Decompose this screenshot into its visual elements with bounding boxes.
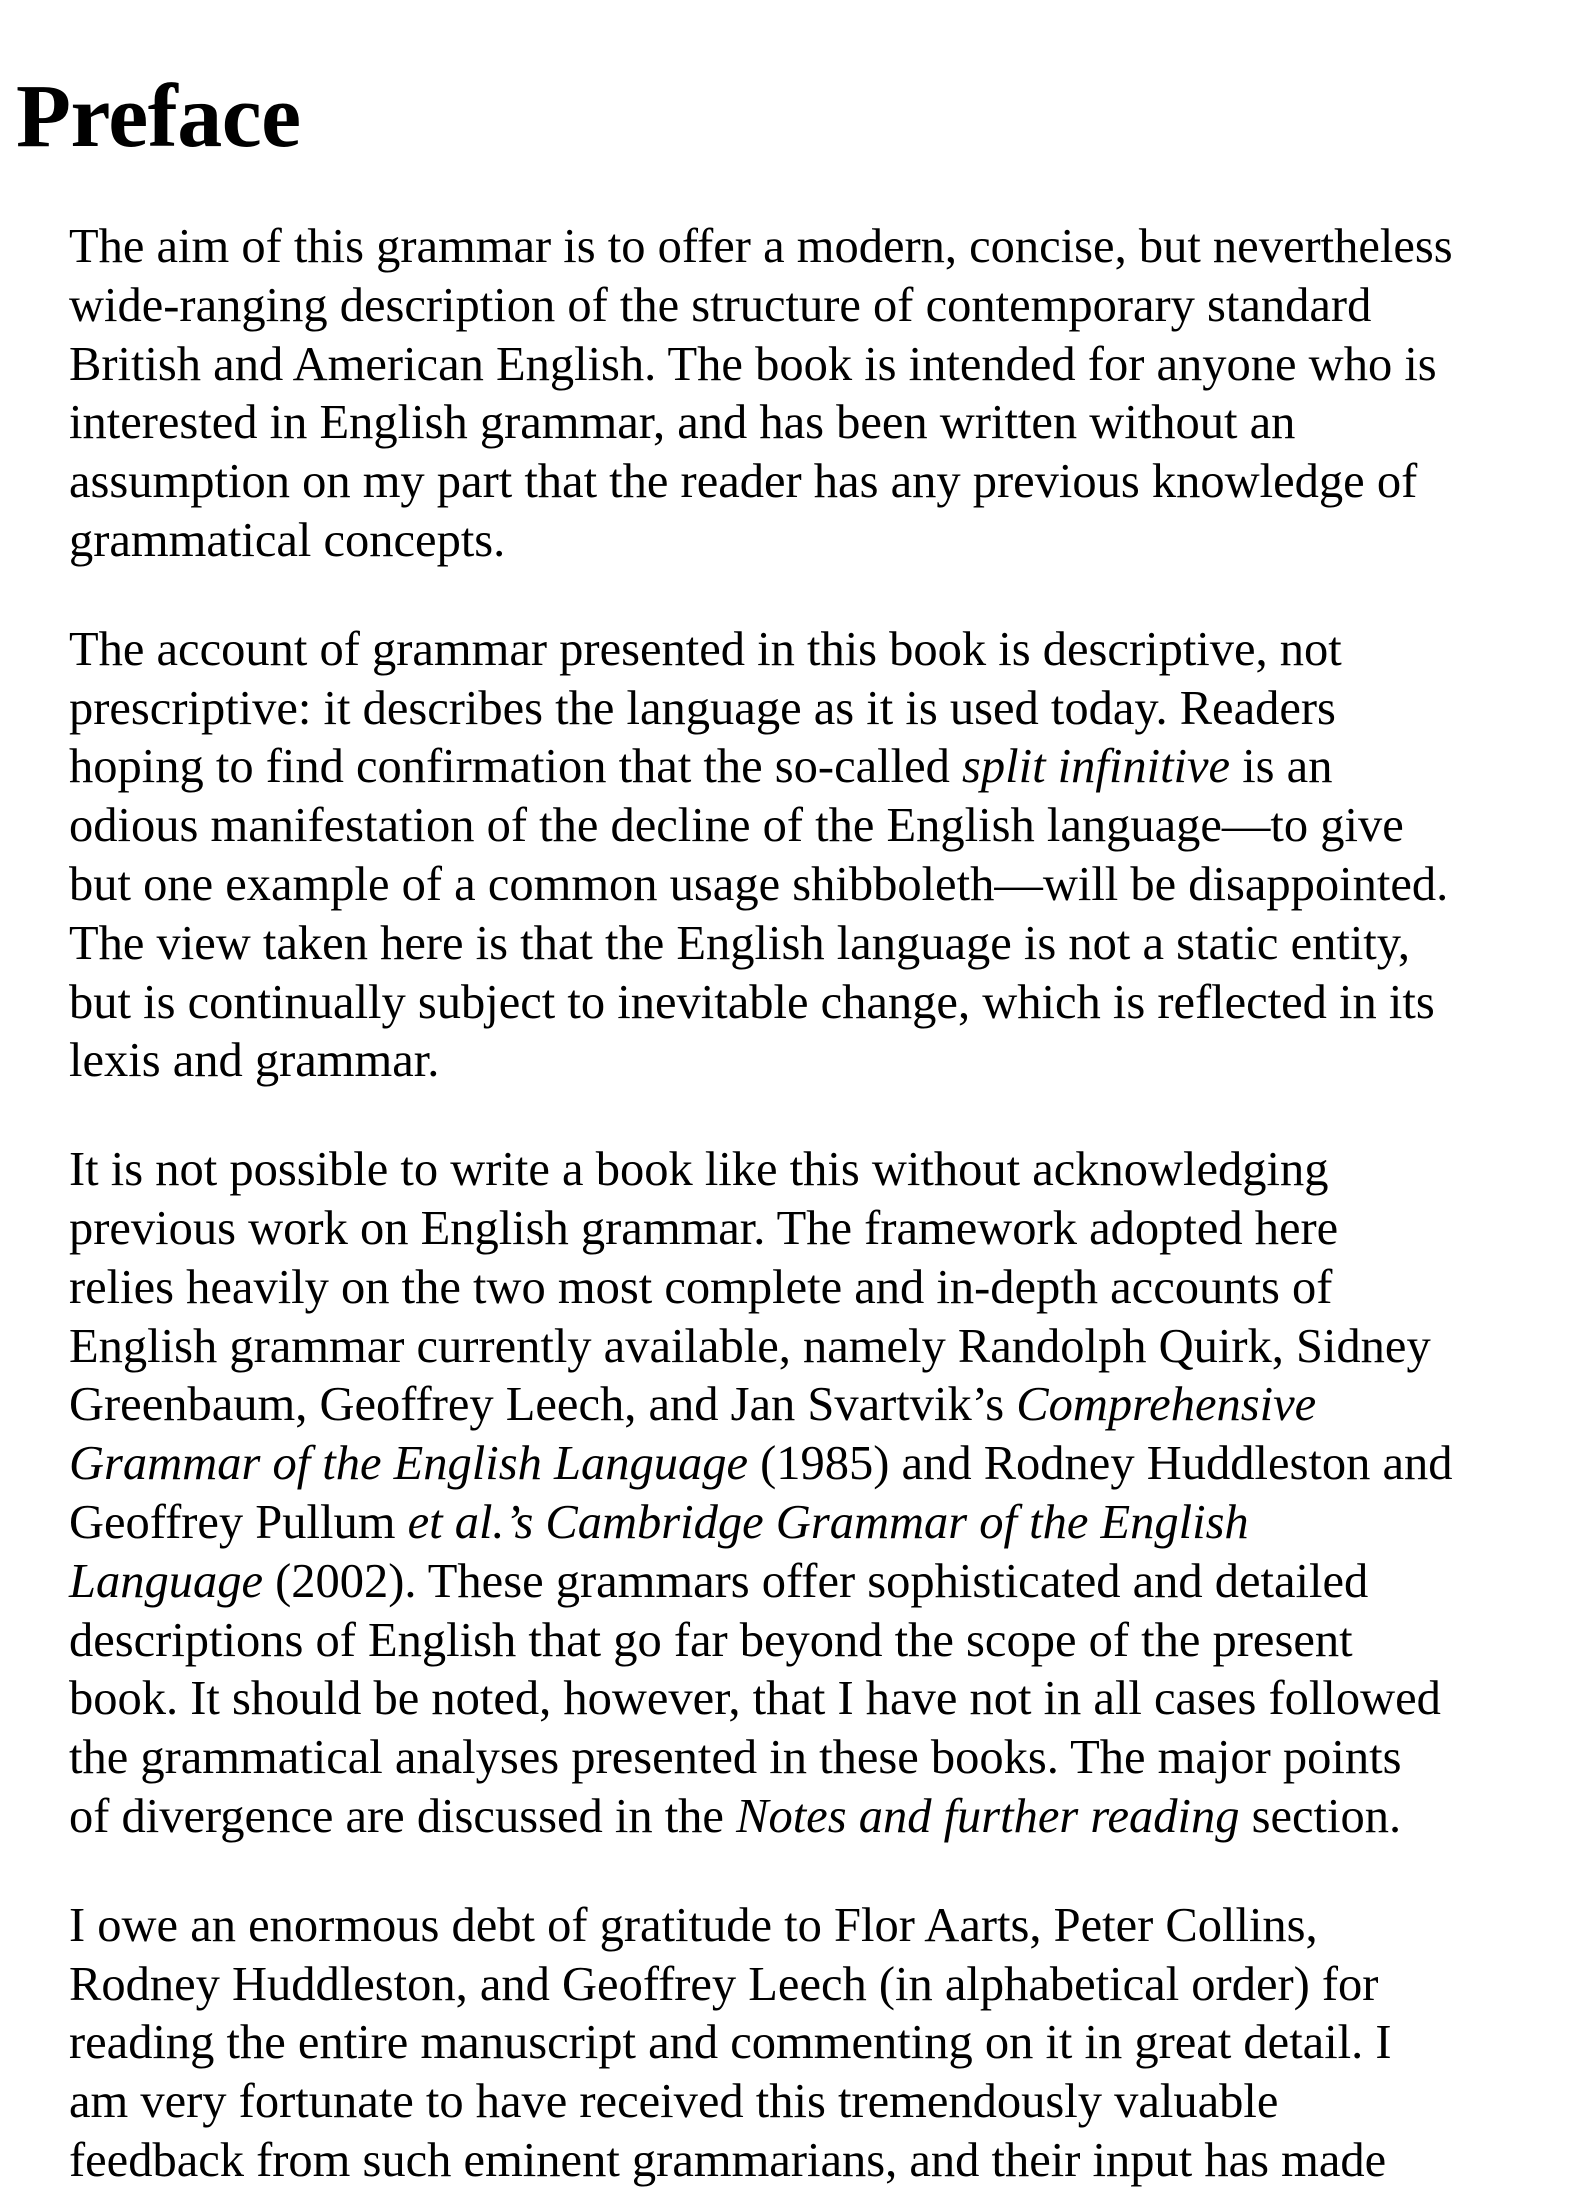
text-line: but is continually subject to inevitable change, which is reflected in its	[69, 975, 1435, 1029]
text-segment: (1985) and Rodney Huddleston and	[748, 1437, 1453, 1491]
text-segment: is an	[1230, 740, 1333, 794]
text-line: previous work on English grammar. The framework adopted here	[69, 1201, 1339, 1255]
text-line: The view taken here is that the English language is not a static entity,	[69, 916, 1410, 970]
paragraph	[69, 218, 1569, 571]
text-line	[69, 738, 1569, 797]
text-line: relies heavily on the two most complete and in-depth accounts of	[69, 1260, 1333, 1314]
text-line: assumption on my part that the reader has any previous knowledge of	[69, 455, 1418, 509]
text-line: wide-ranging description of the structure of contemporary standard	[69, 278, 1372, 332]
text-line	[69, 1435, 1569, 1494]
text-line: Rodney Huddleston, and Geoffrey Leech (in alphabetical order) for	[69, 1957, 1379, 2011]
text-segment: hoping to find confirmation that the so-called	[69, 740, 962, 794]
text-line: but one example of a common usage shibboleth—will be disappointed.	[69, 857, 1449, 911]
text-line	[69, 1494, 1569, 1553]
text-line: am very fortunate to have received this tremendously valuable	[69, 2075, 1279, 2129]
text-line: the grammatical analyses presented in these books. The major points	[69, 1731, 1402, 1785]
italic-text: split infinitive	[962, 740, 1231, 794]
text-line: British and American English. The book is intended for anyone who is	[69, 337, 1437, 391]
text-segment: section.	[1239, 1789, 1402, 1843]
text-line: reading the entire manuscript and commenting on it in great detail. I	[69, 2016, 1392, 2070]
text-line: interested in English grammar, and has been written without an	[69, 396, 1296, 450]
paragraph	[69, 621, 1569, 1091]
italic-text: Notes and further reading	[736, 1789, 1240, 1843]
text-line: feedback from such eminent grammarians, and their input has made	[69, 2133, 1387, 2187]
text-line: book. It should be noted, however, that I have not in all cases followed	[69, 1672, 1441, 1726]
text-segment: (2002). These grammars offer sophisticated and detailed	[263, 1554, 1369, 1608]
text-line: I owe an enormous debt of gratitude to Flor Aarts, Peter Collins,	[69, 1898, 1318, 1952]
text-line: prescriptive: it describes the language as it is used today. Readers	[69, 681, 1336, 735]
text-line	[69, 1788, 1569, 1847]
text-line: The account of grammar presented in this book is descriptive, not	[69, 622, 1342, 676]
italic-text: Comprehensive	[1016, 1378, 1317, 1432]
text-line	[69, 1376, 1569, 1435]
paragraph	[69, 1897, 1569, 2191]
text-segment: Greenbaum, Geoffrey Leech, and Jan Svartvik’s	[69, 1378, 1017, 1432]
text-line: It is not possible to write a book like this without acknowledging	[69, 1143, 1329, 1197]
text-segment: Geoffrey Pullum	[69, 1495, 408, 1549]
italic-text: Grammar of the English Language	[69, 1437, 748, 1491]
preface-body	[69, 218, 1569, 2200]
text-line	[69, 1553, 1569, 1612]
text-line: odious manifestation of the decline of the English language—to give	[69, 799, 1404, 853]
italic-text: Language	[69, 1554, 263, 1608]
text-segment: of divergence are discussed in the	[69, 1789, 737, 1843]
text-line: The aim of this grammar is to offer a modern, concise, but nevertheless	[69, 220, 1453, 273]
text-line: lexis and grammar.	[69, 1034, 440, 1088]
page-title: Preface	[16, 67, 301, 166]
text-line: grammatical concepts.	[69, 513, 506, 567]
text-line: English grammar currently available, namely Randolph Quirk, Sidney	[69, 1319, 1431, 1373]
paragraph	[69, 1141, 1569, 1847]
text-line: descriptions of English that go far beyond the scope of the present	[69, 1613, 1353, 1667]
italic-text: et al.’s Cambridge Grammar of the English	[407, 1495, 1249, 1549]
